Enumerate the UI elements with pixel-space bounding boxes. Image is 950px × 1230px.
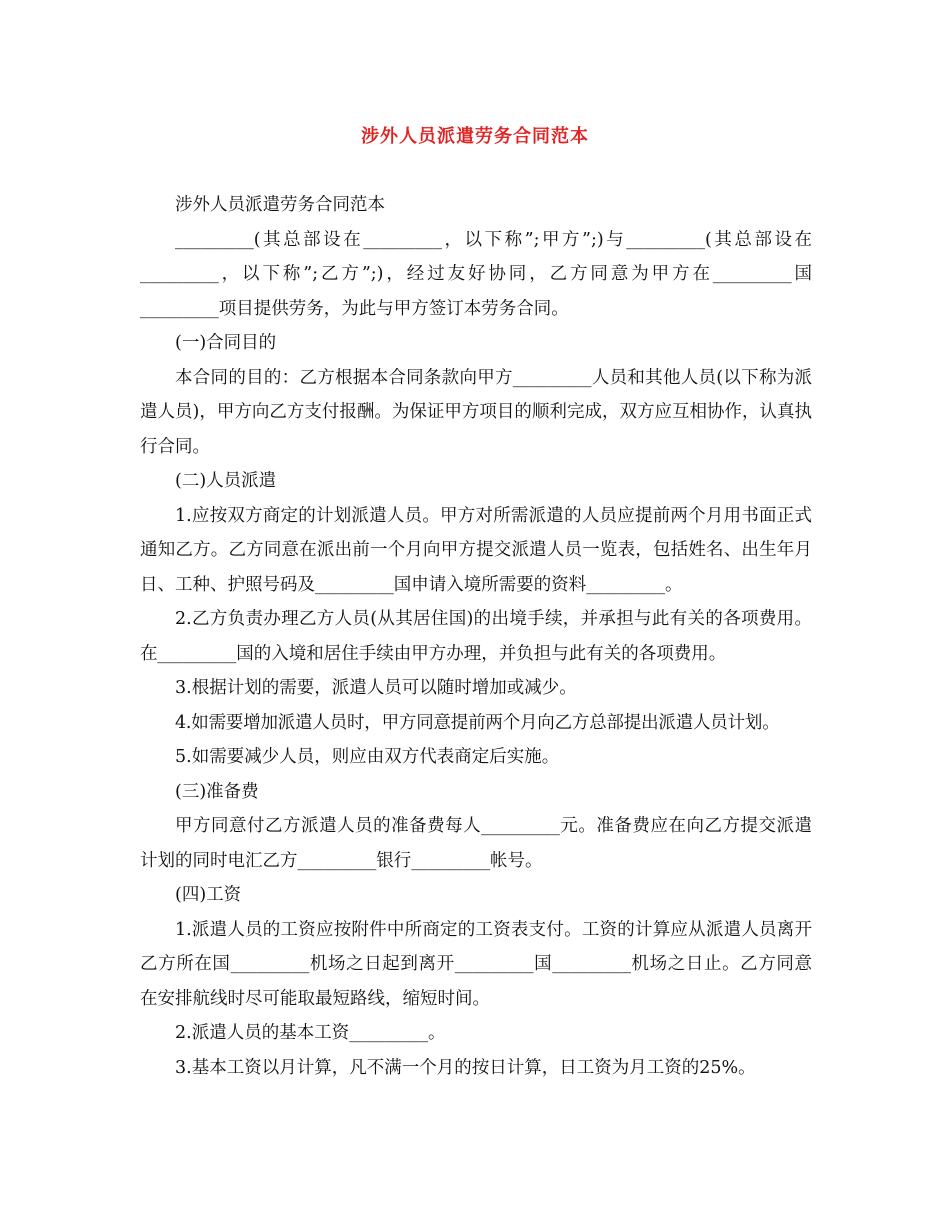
paragraph-wages-2: 2.派遣人员的基本工资_________。 [175, 1023, 446, 1043]
paragraph-parties: _________(其总部设在_________，以下称”;甲方”;)与_________(其总部设在_________，以下称”;乙方”;)，经过友好协同，乙方同意为甲方在_________国_________项目提供劳务，为此与甲方签订本劳务合同。 [140, 229, 812, 319]
document-body [140, 188, 812, 1085]
section-heading-purpose: (一)合同目的 [175, 333, 277, 353]
paragraph-dispatch-1: 1.应按双方商定的计划派遣人员。甲方对所需派遣的人员应提前两个月用书面正式通知乙方。乙方同意在派出前一个月向甲方提交派遣人员一览表，包括姓名、出生年月日、工种、护照号码及_________国申请入境所需要的资料_________。 [140, 505, 812, 595]
paragraph-dispatch-3: 3.根据计划的需要，派遣人员可以随时增加或减少。 [175, 678, 577, 698]
section-heading-dispatch: (二)人员派遣 [175, 471, 277, 491]
section-heading-preparation-fee: (三)准备费 [175, 781, 259, 802]
section-heading-wages: (四)工资 [175, 885, 242, 905]
paragraph-dispatch-5: 5.如需要减少人员，则应由双方代表商定后实施。 [175, 747, 560, 767]
document-title: 涉外人员派遣劳务合同范本 [361, 126, 589, 147]
paragraph-wages-3: 3.基本工资以月计算，凡不满一个月的按日计算，日工资为月工资的25%。 [175, 1057, 756, 1078]
paragraph-dispatch-2: 2.乙方负责办理乙方人员(从其居住国)的出境手续，并承担与此有关的各项费用。在_________国的入境和居住手续由甲方办理，并负担与此有关的各项费用。 [140, 609, 812, 664]
paragraph-dispatch-4: 4.如需要增加派遣人员时，甲方同意提前两个月向乙方总部提出派遣人员计划。 [175, 712, 780, 733]
paragraph-preparation-fee: 甲方同意付乙方派遣人员的准备费每人_________元。准备费应在向乙方提交派遣计划的同时电汇乙方_________银行_________帐号。 [140, 816, 812, 871]
paragraph-wages-1: 1.派遣人员的工资应按附件中所商定的工资表支付。工资的计算应从派遣人员离开乙方所在国_________机场之日起到离开_________国_________机场之日止。乙方同意在安排航线时尽可能取最短路线，缩短时间。 [140, 919, 812, 1009]
paragraph-purpose: 本合同的目的：乙方根据本合同条款向甲方_________人员和其他人员(以下称为派遣人员)，甲方向乙方支付报酬。为保证甲方项目的顺利完成，双方应互相协作，认真执行合同。 [140, 367, 812, 457]
paragraph-repeat-title: 涉外人员派遣劳务合同范本 [175, 195, 385, 215]
